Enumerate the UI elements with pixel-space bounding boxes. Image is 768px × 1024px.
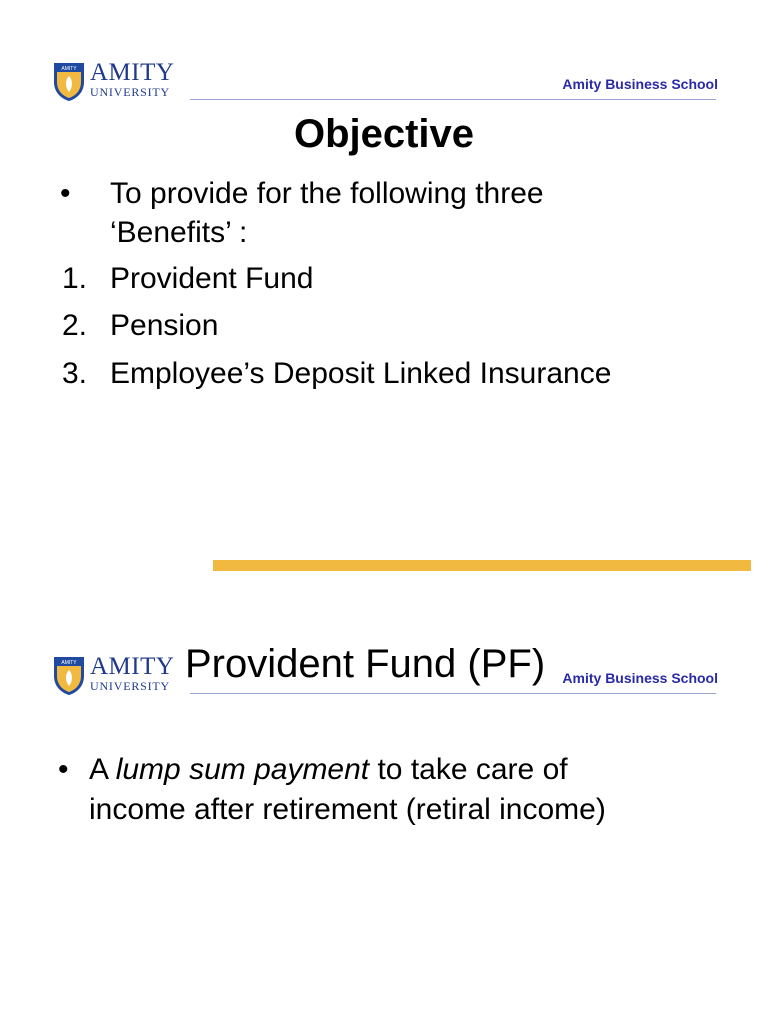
amity-logo bbox=[52, 654, 178, 696]
number-marker: 2. bbox=[62, 309, 88, 342]
amity-logo bbox=[52, 60, 178, 102]
bullet-emphasis: lump sum payment bbox=[115, 753, 370, 786]
logo-subtitle: UNIVERSITY bbox=[90, 85, 170, 99]
bullet-line-1 bbox=[89, 750, 568, 790]
slide-title: Objective bbox=[293, 112, 475, 156]
logo-wordmark: AMITY bbox=[90, 59, 175, 86]
school-name: Amity Business School bbox=[562, 670, 718, 686]
svg-text:AMITY: AMITY bbox=[61, 660, 77, 666]
list-item-text: Employee’s Deposit Linked Insurance bbox=[110, 357, 612, 390]
header-rule bbox=[190, 99, 716, 100]
logo-wordmark: AMITY bbox=[90, 653, 175, 680]
svg-text:AMITY: AMITY bbox=[61, 66, 77, 72]
number-marker: 3. bbox=[62, 357, 88, 390]
bullet-line-2: income after retirement (retiral income) bbox=[89, 793, 606, 826]
bullet-marker: • bbox=[58, 753, 69, 786]
number-marker: 1. bbox=[62, 262, 88, 295]
bullet-marker: • bbox=[60, 177, 71, 210]
list-item-text: Pension bbox=[110, 309, 219, 342]
bullet-suffix: to take care of bbox=[369, 753, 568, 786]
school-name: Amity Business School bbox=[562, 76, 718, 92]
amity-shield-icon bbox=[52, 60, 86, 102]
bullet-prefix: A bbox=[89, 753, 116, 786]
list-item-text: Provident Fund bbox=[110, 262, 314, 295]
list-item-text: To provide for the following three bbox=[110, 177, 544, 210]
list-item-text: ‘Benefits’ : bbox=[110, 216, 248, 249]
logo-subtitle: UNIVERSITY bbox=[90, 679, 170, 693]
slide-title: Provident Fund (PF) bbox=[185, 642, 546, 686]
amity-shield-icon bbox=[52, 654, 86, 696]
header-rule bbox=[190, 693, 716, 694]
